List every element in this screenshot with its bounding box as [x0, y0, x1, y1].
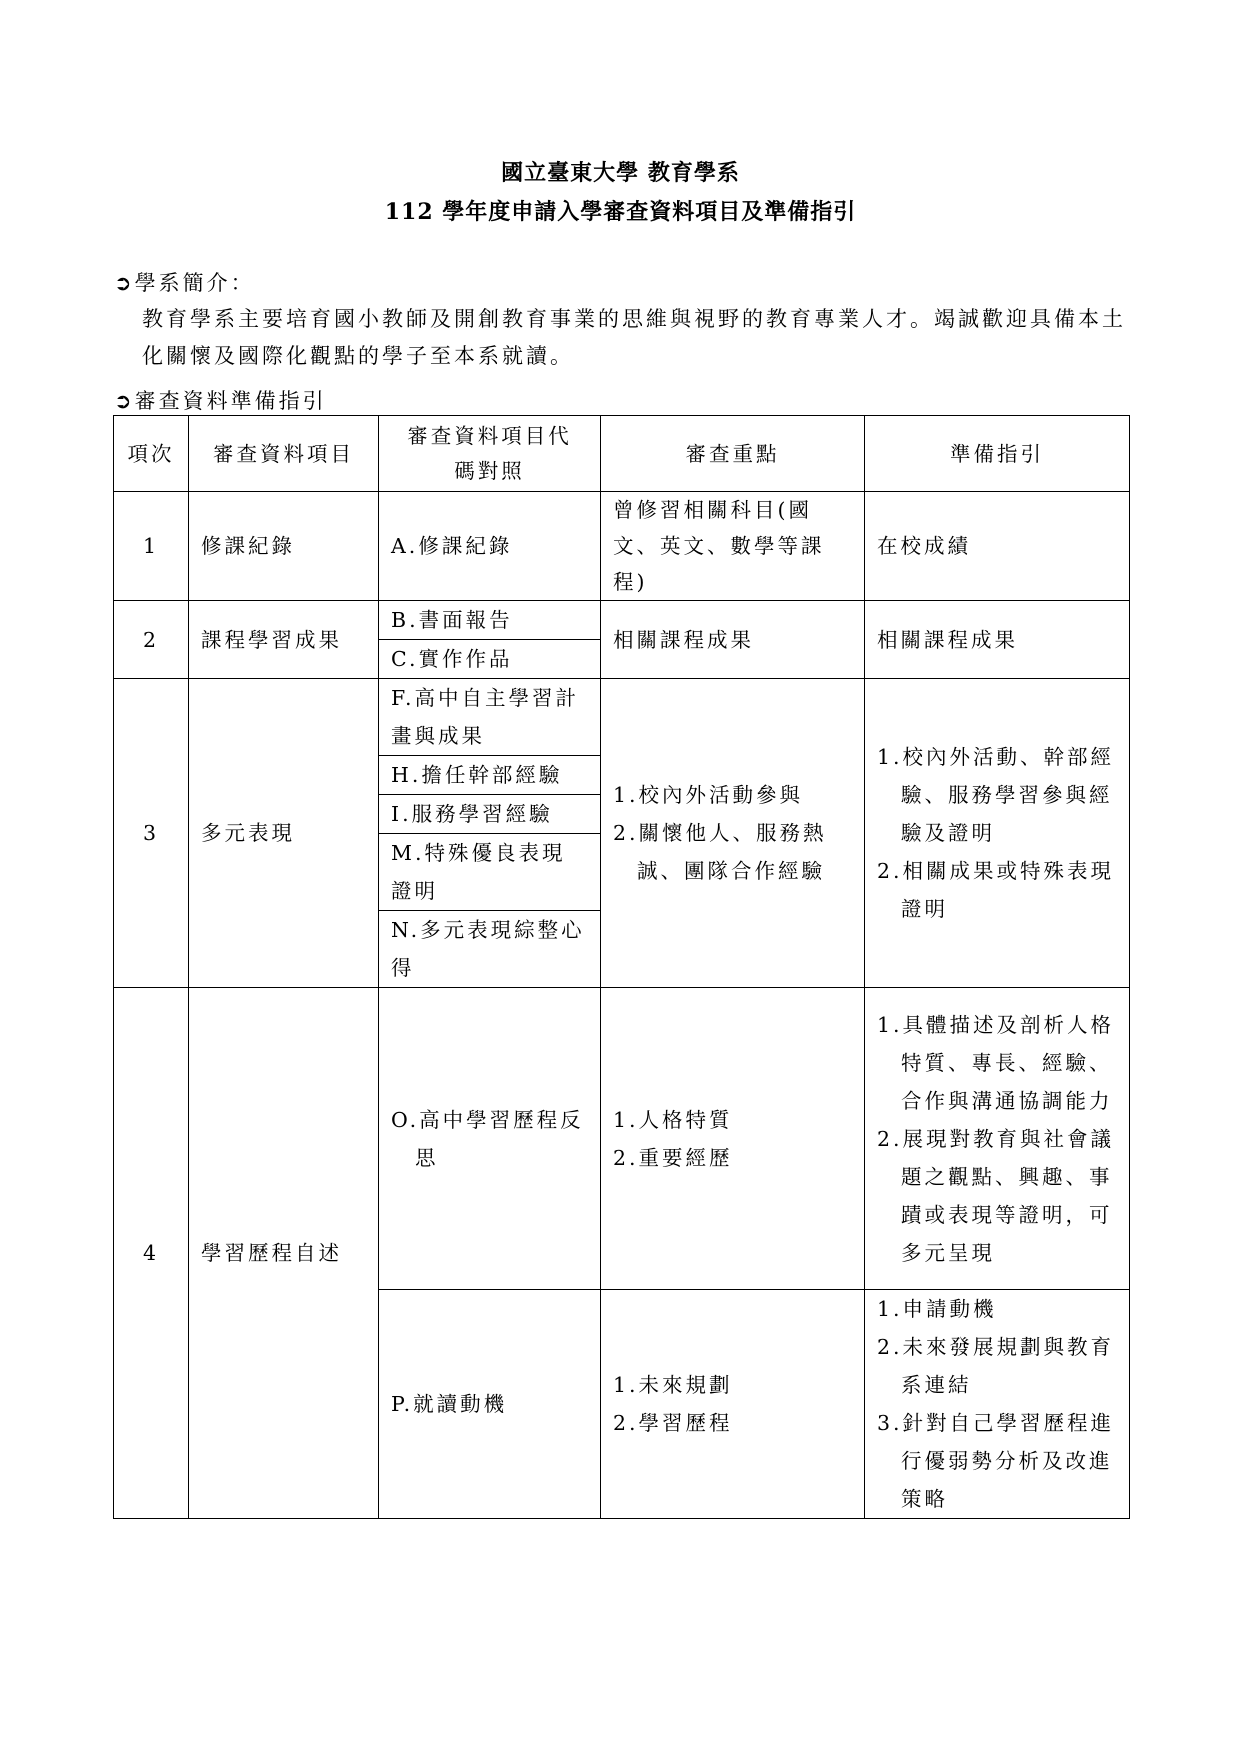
row2-focus: 相關課程成果 — [601, 601, 865, 679]
row4-guide-p-3: 3.針對自己學習歷程進行優弱勢分析及改進策略 — [877, 1411, 1115, 1511]
table-row — [114, 988, 1130, 1290]
row1-guide: 在校成績 — [865, 492, 1130, 601]
row1-focus: 曾修習相關科目(國文、英文、數學等課程) — [601, 492, 865, 601]
row3-code-i: I.服務學習經驗 — [379, 795, 601, 834]
row4-focus-p-2: 2.學習歷程 — [613, 1411, 733, 1435]
row2-code-c: C.實作作品 — [379, 640, 601, 679]
header-guide: 準備指引 — [865, 416, 1130, 492]
table-row — [114, 601, 1130, 640]
row3-guide-2: 2.相關成果或特殊表現證明 — [877, 859, 1115, 921]
header-focus: 審查重點 — [601, 416, 865, 492]
intro-paragraph: 教育學系主要培育國小教師及開創教育事業的思維與視野的教育專業人才。竭誠歡迎具備本土化關懷及國際化觀點的學子至本系就讀。 — [142, 307, 1126, 368]
intro-heading: ➲學系簡介： — [114, 271, 255, 295]
header-item: 審查資料項目 — [189, 416, 379, 492]
header-code: 審查資料項目代碼對照 — [379, 416, 601, 492]
row3-no: 3 — [114, 679, 189, 988]
row3-guide-1: 1.校內外活動、幹部經驗、服務學習參與經驗及證明 — [877, 745, 1115, 845]
guide-heading: ➲審查資料準備指引 — [114, 389, 327, 413]
row4-code-o-text: O.高中學習歷程反思 — [391, 1107, 584, 1170]
row1-no: 1 — [114, 492, 189, 601]
row4-guide-o-2: 2.展現對教育與社會議題之觀點、興趣、事蹟或表現等證明，可多元呈現 — [877, 1126, 1115, 1265]
row2-guide: 相關課程成果 — [865, 601, 1130, 679]
row3-code-m: M.特殊優良表現證明 — [379, 834, 601, 911]
row3-focus-2: 2.關懷他人、服務熱誠、團隊合作經驗 — [613, 821, 827, 883]
row4-guide-p-2: 2.未來發展規劃與教育系連結 — [877, 1335, 1115, 1397]
document-title: 國立臺東大學 教育學系 — [501, 160, 740, 186]
row3-code-f: F.高中自主學習計畫與成果 — [379, 679, 601, 756]
row4-guide-p — [865, 1290, 1130, 1519]
row4-code-p: P.就讀動機 — [379, 1290, 601, 1519]
row3-guide — [865, 679, 1130, 988]
row4-guide-o — [865, 988, 1130, 1290]
row3-focus-1: 1.校內外活動參與 — [613, 783, 804, 807]
row1-item: 修課紀錄 — [189, 492, 379, 601]
row3-focus — [601, 679, 865, 988]
row4-focus-o-2: 2.重要經歷 — [613, 1145, 733, 1170]
row2-no: 2 — [114, 601, 189, 679]
row2-code-b: B.書面報告 — [379, 601, 601, 640]
review-guide-table — [113, 415, 1130, 1519]
row3-item: 多元表現 — [189, 679, 379, 988]
row3-code-n: N.多元表現綜整心得 — [379, 911, 601, 988]
row1-code: A.修課紀錄 — [379, 492, 601, 601]
row4-guide-o-1: 1.具體描述及剖析人格特質、專長、經驗、合作與溝通協調能力 — [877, 1012, 1115, 1113]
row4-guide-p-1: 1.申請動機 — [877, 1297, 997, 1321]
table-row — [114, 492, 1130, 601]
row2-item: 課程學習成果 — [189, 601, 379, 679]
row4-code-o — [379, 988, 601, 1290]
row4-focus-p-1: 1.未來規劃 — [613, 1373, 733, 1397]
header-no: 項次 — [114, 416, 189, 492]
table-header-row — [114, 416, 1130, 492]
row4-no: 4 — [114, 988, 189, 1519]
row4-focus-o — [601, 988, 865, 1290]
document-subtitle: 112 學年度申請入學審查資料項目及準備指引 — [384, 199, 857, 225]
row4-focus-o-1: 1.人格特質 — [613, 1107, 733, 1132]
row4-item: 學習歷程自述 — [189, 988, 379, 1519]
row3-code-h: H.擔任幹部經驗 — [379, 756, 601, 795]
row4-focus-p — [601, 1290, 865, 1519]
table-row — [114, 679, 1130, 756]
